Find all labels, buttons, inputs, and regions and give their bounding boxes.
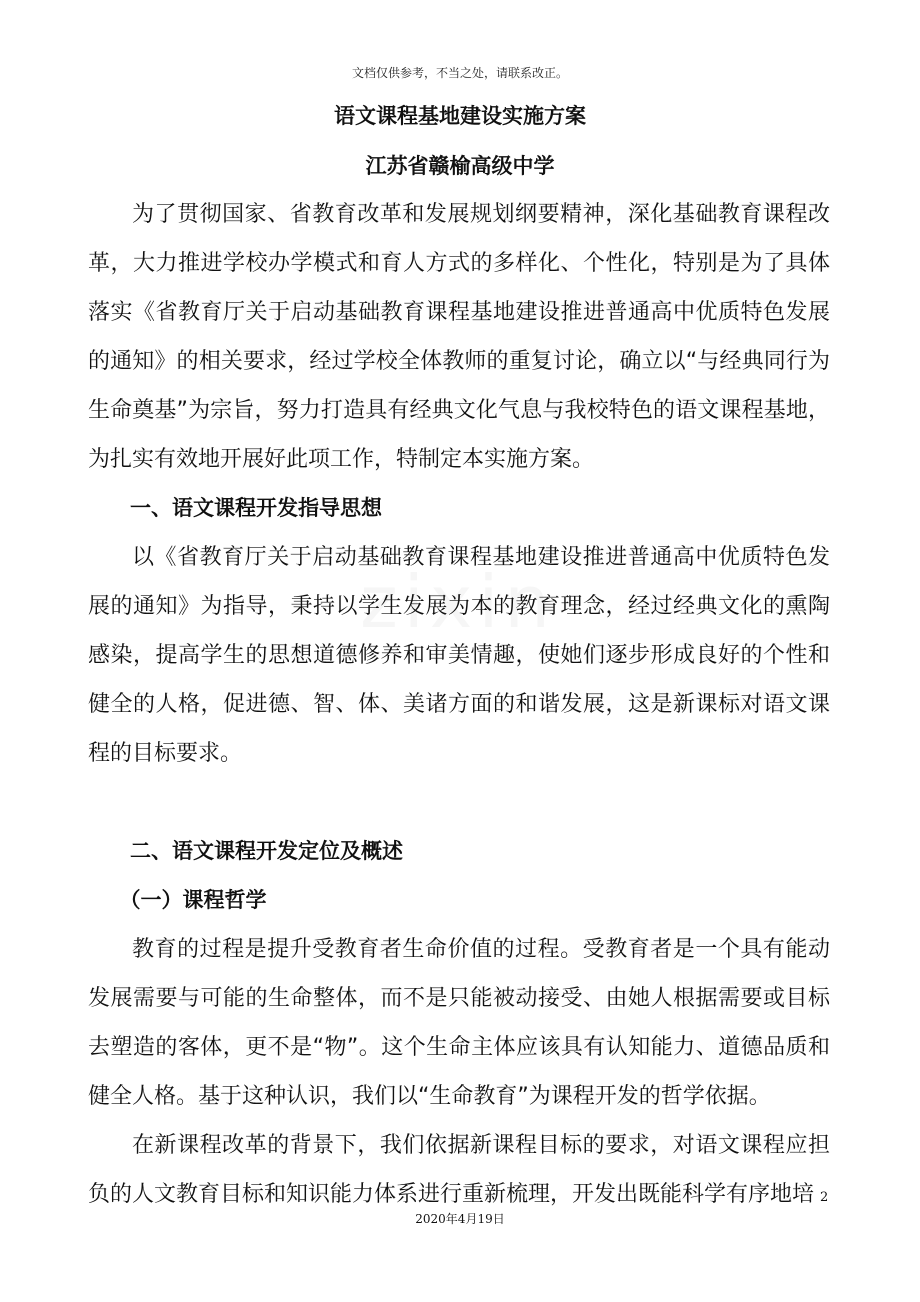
section1-paragraph: 以《省教育厅关于启动基础教育课程基地建设推进普通高中优质特色发展的通知》为指导，秉持以学生发展为本的教育理念，经过经典文化的熏陶感染，提高学生的思想道德修养和审美情趣，使她们逐步形成良好的个性和健全的人格，促进德、智、体、美诸方面的和谐发展，这是新课标对语文课程的目标要求。 <box>88 545 830 766</box>
subsection1-paragraph-1: 教育的过程是提升受教育者生命价值的过程。受教育者是一个具有能动发展需要与可能的生命整体，而不是只能被动接受、由她人根据需要或目标去塑造的客体，更不是“物”。这个生命主体应该具有认知能力、道德品质和健全人格。基于这种认识，我们以“生命教育”为课程开发的哲学依据。 <box>88 937 830 1109</box>
section2-heading: 二、语文课程开发定位及概述 <box>130 839 403 863</box>
document-title: 语文课程基地建设实施方案 <box>334 104 586 128</box>
section1-heading: 一、语文课程开发指导思想 <box>130 496 382 520</box>
document-body <box>88 190 830 1219</box>
subsection1-paragraph-2: 在新课程改革的背景下，我们依据新课程目标的要求，对语文课程应担负的人文教育目标和知识能力体系进行重新梳理，开发出既能科学有序地培 <box>88 1133 830 1207</box>
intro-paragraph: 为了贯彻国家、省教育改革和发展规划纲要精神，深化基础教育课程改革，大力推进学校办学模式和育人方式的多样化、个性化，特别是为了具体落实《省教育厅关于启动基础教育课程基地建设推进普通高中优质特色发展的通知》的相关要求，经过学校全体教师的重复讨论，确立以“与经典同行为生命奠基”为宗旨，努力打造具有经典文化气息与我校特色的语文课程基地，为扎实有效地开展好此项工作，特制定本实施方案。 <box>88 202 830 472</box>
school-name: 江苏省赣榆高级中学 <box>365 154 555 178</box>
background-watermark: zixin <box>360 560 557 644</box>
footer-date: 2020年4月19日 <box>415 1212 505 1226</box>
header-note: 文档仅供参考，不当之处，请联系改正。 <box>351 66 568 80</box>
page-number: 2 <box>820 1190 829 1205</box>
subsection1-heading: （一）课程哲学 <box>119 888 267 912</box>
blank-line <box>88 778 830 827</box>
